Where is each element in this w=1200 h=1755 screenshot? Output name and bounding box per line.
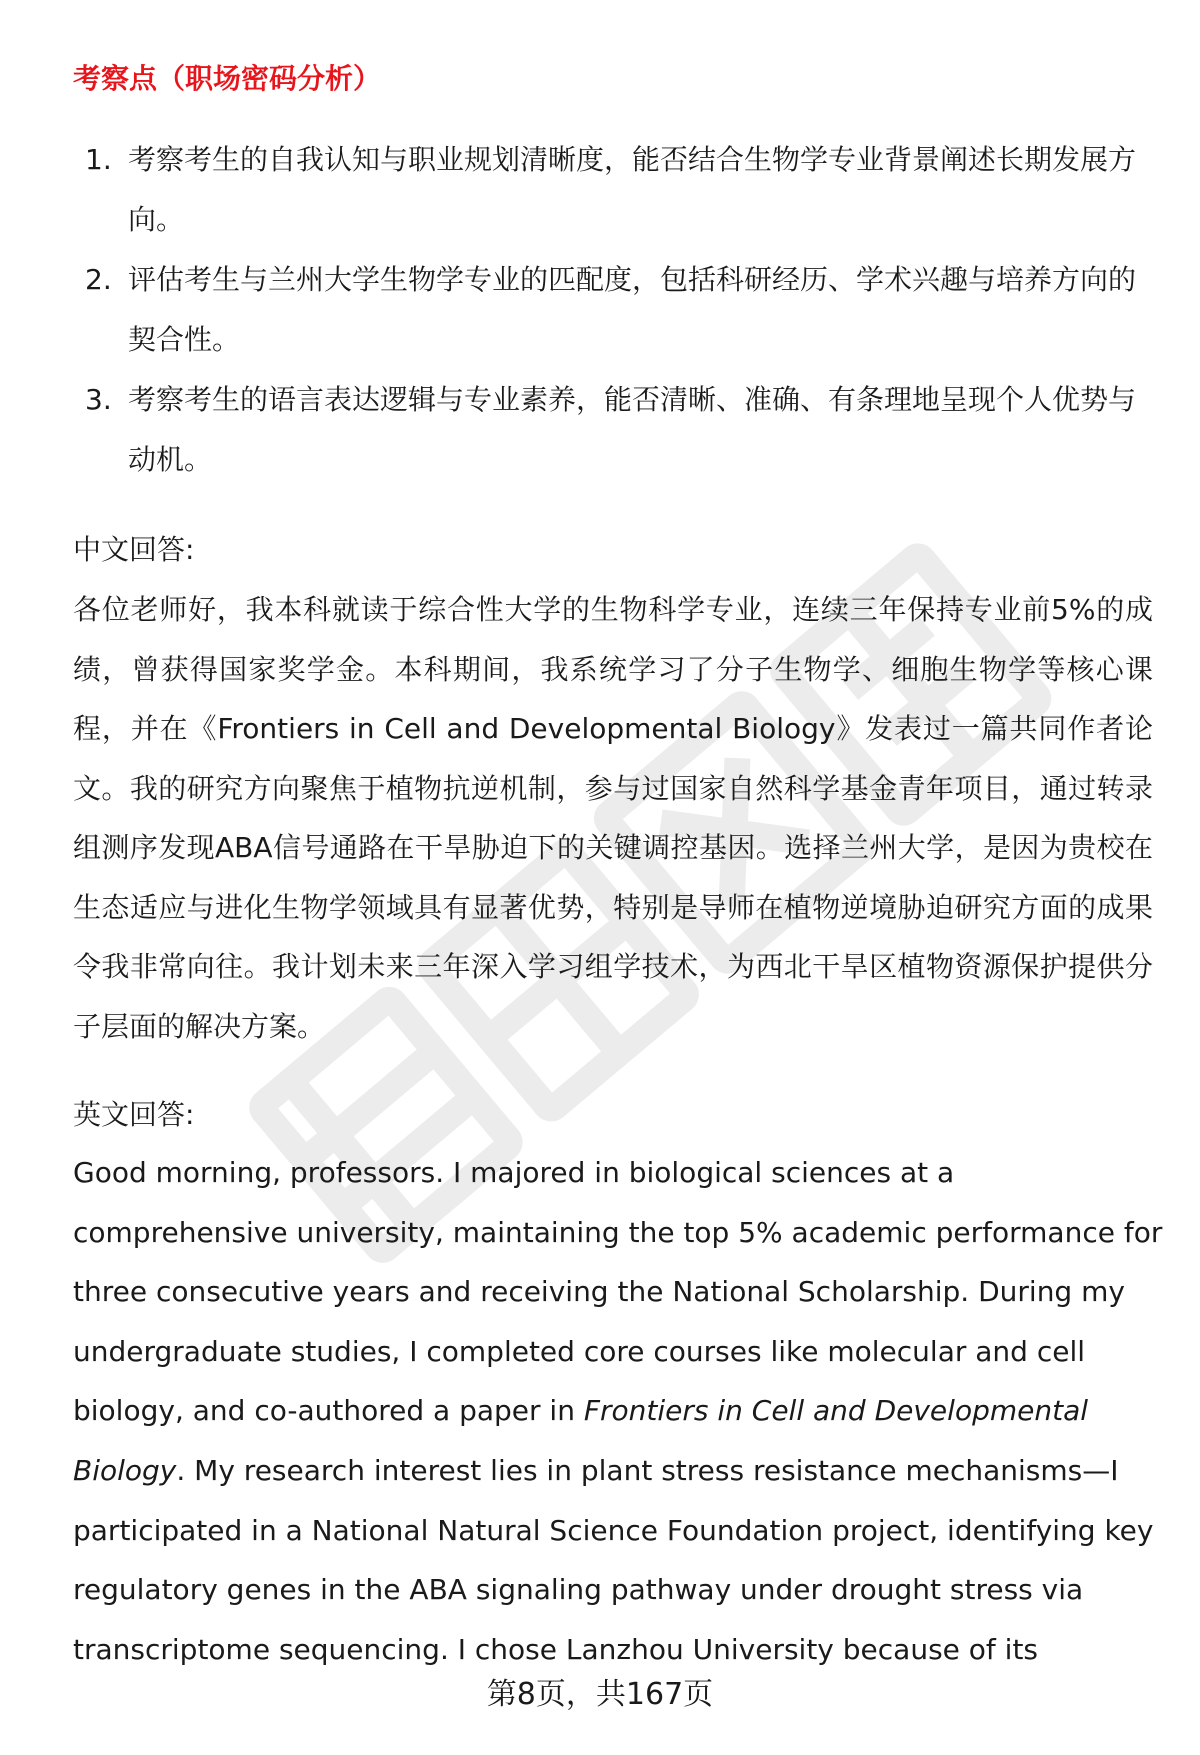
list-item (73, 370, 1153, 490)
list-item-number: 3. (85, 383, 112, 416)
list-item-text: 考察考生的语言表达逻辑与专业素养，能否清晰、准确、有条理地呈现个人优势与动机。 (128, 383, 1137, 476)
english-answer-text (73, 1143, 1163, 1679)
journal-title: Frontiers in Cell and Developmental Biology (73, 1394, 1089, 1487)
english-answer-part2: . My research interest lies in plant stress resistance mechanisms—I participated in a National Natural Science Foundation project, identifying key regulatory genes in the ABA signaling pathway under drought stress via transcriptome sequencing. I chose Lanzhou University because of its (73, 1453, 1154, 1666)
english-answer-label: 英文回答: (73, 1098, 195, 1131)
list-item (73, 250, 1153, 370)
list-item (73, 130, 1153, 250)
english-answer-part1: Good morning, professors. I majored in biological sciences at a comprehensive university, maintaining the top 5% academic performance for three consecutive years and receiving the National Scholarship. During my undergraduate studies, I completed core courses like molecular and cell biology, and co-authored a paper in (73, 1156, 1163, 1428)
section-title: 考察点（职场密码分析） (73, 62, 382, 95)
list-item-number: 2. (85, 263, 112, 296)
chinese-answer-text: 各位老师好，我本科就读于综合性大学的生物科学专业，连续三年保持专业前5%的成绩，曾获得国家奖学金。本科期间，我系统学习了分子生物学、细胞生物学等核心课程，并在《Frontiers in Cell and Developmental Biology》发表过一篇共同作者论文。我的研究方向聚焦于植物抗逆机制，参与过国家自然科学基金青年项目，通过转录组测序发现ABA信号通路在干旱胁迫下的关键调控基因。选择兰州大学，是因为贵校在生态适应与进化生物学领域具有显著优势，特别是导师在植物逆境胁迫研究方面的成果令我非常向往。我计划未来三年深入学习组学技术，为西北干旱区植物资源保护提供分子层面的解决方案。 (73, 593, 1153, 1043)
assessment-points-list (73, 130, 1153, 490)
list-item-number: 1. (85, 143, 112, 176)
list-item-text: 评估考生与兰州大学生物学专业的匹配度，包括科研经历、学术兴趣与培养方向的契合性。 (128, 263, 1137, 356)
list-item-text: 考察考生的自我认知与职业规划清晰度，能否结合生物学专业背景阐述长期发展方向。 (128, 143, 1137, 236)
chinese-answer-label: 中文回答: (73, 533, 195, 566)
page-footer: 第8页，共167页 (486, 1677, 714, 1712)
